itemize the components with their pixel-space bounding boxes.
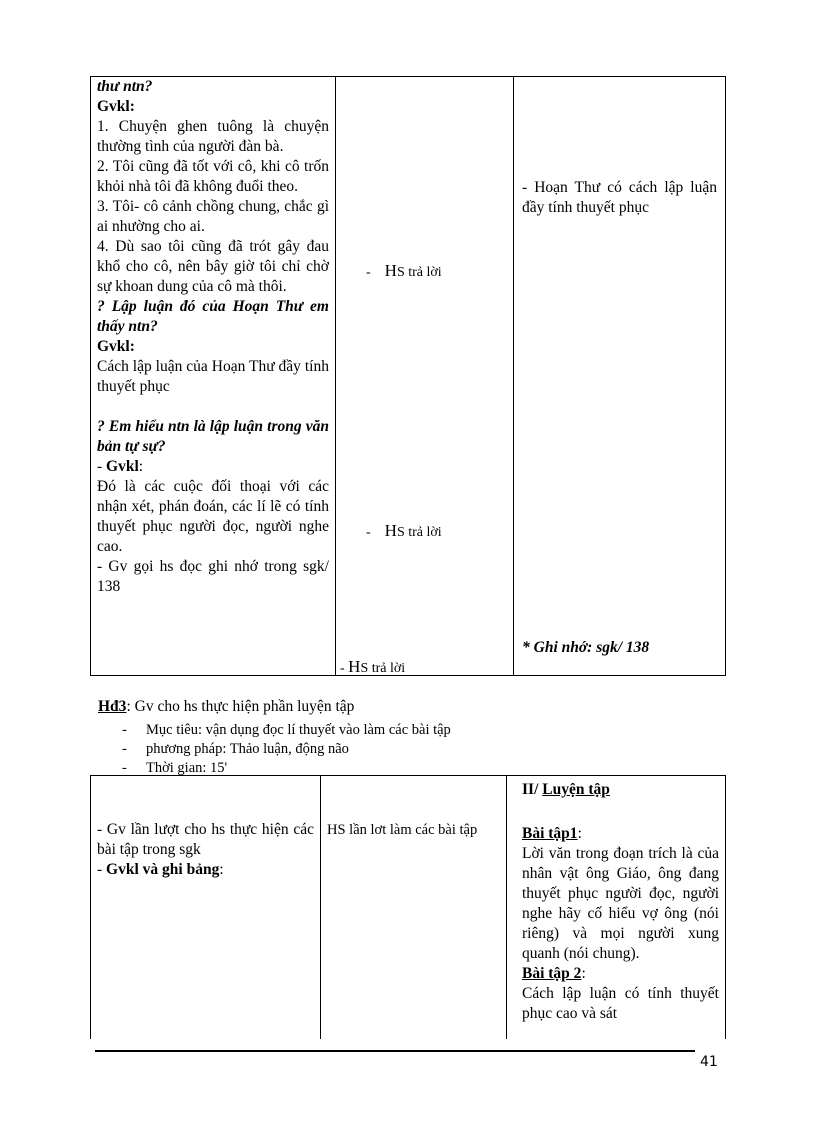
- question-3: ? Em hiểu ntn là lập luận trong văn bản tự sự?: [97, 418, 329, 455]
- point-1: 1. Chuyện ghen tuông là chuyện thường tình của người đàn bà.: [97, 118, 329, 155]
- exercise-2-label: [522, 964, 719, 984]
- dash: -: [340, 661, 349, 676]
- section-title: Luyện tập: [542, 781, 610, 798]
- dash: -: [366, 265, 371, 280]
- dash: -: [97, 861, 107, 878]
- gvkl-label: Gvkl:: [97, 338, 135, 355]
- bullet-item: - phương pháp: Thảo luận, động não: [122, 741, 349, 757]
- lesson-table-top: [90, 76, 726, 676]
- conclusion-text: - Hoạn Thư có cách lập luận đầy tính thuyết phục: [522, 179, 717, 216]
- question-2: ? Lập luận đó của Hoạn Thư em thấy ntn?: [97, 298, 329, 335]
- footer-rule: [95, 1050, 695, 1052]
- lesson-table-bottom: [90, 775, 726, 1039]
- gvkl-label: Gvkl:: [97, 98, 135, 115]
- question-tail: thư ntn?: [97, 78, 153, 95]
- content-column: [514, 77, 725, 675]
- content-column: [507, 776, 725, 1039]
- exercise-1-label: [522, 824, 719, 844]
- point-3: 3. Tôi- cô cảnh chồng chung, chắc gì ai nhường cho ai.: [97, 198, 329, 235]
- answer-3: Đó là các cuộc đối thoại với các nhận xét, phán đoán, các lí lẽ có tính thuyết phục người đọc, người nghe cao.: [97, 478, 329, 555]
- dash: -: [366, 525, 371, 540]
- exercise-title: Bài tập1: [522, 825, 578, 842]
- student-text: HS lần lơt làm các bài tập: [327, 822, 478, 838]
- exercise-title: Bài tập 2: [522, 965, 582, 982]
- student-activity-column: [336, 77, 514, 675]
- colon: :: [219, 861, 224, 878]
- section-heading: [522, 780, 719, 800]
- section-number: II/: [522, 781, 543, 798]
- hs-text: S trả lời: [396, 265, 442, 280]
- colon: :: [577, 825, 582, 842]
- hs-text: S trả lời: [360, 661, 406, 676]
- gvkl-line: [97, 457, 329, 477]
- activity-3-heading: [98, 698, 354, 716]
- colon: :: [138, 458, 144, 475]
- activity-label: Hđ3: [98, 698, 127, 715]
- hs-initial: H: [348, 657, 361, 676]
- bullet-item: - Mục tiêu: vận dụng đọc lí thuyết vào làm các bài tập: [122, 722, 451, 738]
- gvkl-label: Gvkl và ghi bảng: [106, 861, 220, 878]
- ghi-nho-note: * Ghi nhớ: sgk/ 138: [522, 639, 650, 656]
- bullet-item: - Thời gian: 15': [122, 760, 228, 776]
- teacher-activity-column: [91, 776, 321, 1039]
- teacher-activity-column: [91, 77, 336, 675]
- bullet-text: Mục tiêu: vận dụng đọc lí thuyết vào làm các bài tập: [146, 722, 451, 738]
- page-number: 41: [700, 1054, 718, 1070]
- gvkl-line: [97, 860, 314, 880]
- exercise-1-text: Lời văn trong đoạn trích là của nhân vật ông Giáo, ông đang thuyết phục người đọc, người nghe hãy cố hiểu vợ ông (nói riêng) và mọi người xung quanh (nói chung).: [522, 845, 719, 962]
- student-response: [366, 521, 442, 541]
- dash: -: [97, 458, 107, 475]
- answer-2: Cách lập luận của Hoạn Thư đầy tính thuyết phục: [97, 358, 329, 395]
- point-4: 4. Dù sao tôi cũng đã trót gây đau khổ cho cô, nên bây giờ tôi chỉ chờ sự khoan dung của cô mà thôi.: [97, 238, 329, 295]
- bullet-text: Thời gian: 15': [146, 760, 228, 776]
- student-response: [366, 261, 442, 281]
- hs-initial: H: [384, 521, 397, 540]
- colon: :: [581, 965, 586, 982]
- point-2: 2. Tôi cũng đã tốt với cô, khi cô trốn khỏi nhà tôi đã không đuổi theo.: [97, 158, 329, 195]
- hs-initial: H: [384, 261, 397, 280]
- activity-text: : Gv cho hs thực hiện phần luyện tập: [126, 698, 355, 715]
- bullet-text: phương pháp: Thảo luận, động não: [146, 741, 349, 757]
- exercise-2-text: Cách lập luận có tính thuyết phục cao và sát: [522, 985, 719, 1022]
- answer-4: - Gv gọi hs đọc ghi nhớ trong sgk/ 138: [97, 558, 329, 595]
- gvkl-label: Gvkl: [106, 458, 139, 475]
- student-response: [340, 657, 405, 677]
- hs-text: S trả lời: [396, 525, 442, 540]
- student-activity-column: [321, 776, 507, 1039]
- instruction-text: - Gv lần lượt cho hs thực hiện các bài tập trong sgk: [97, 821, 314, 858]
